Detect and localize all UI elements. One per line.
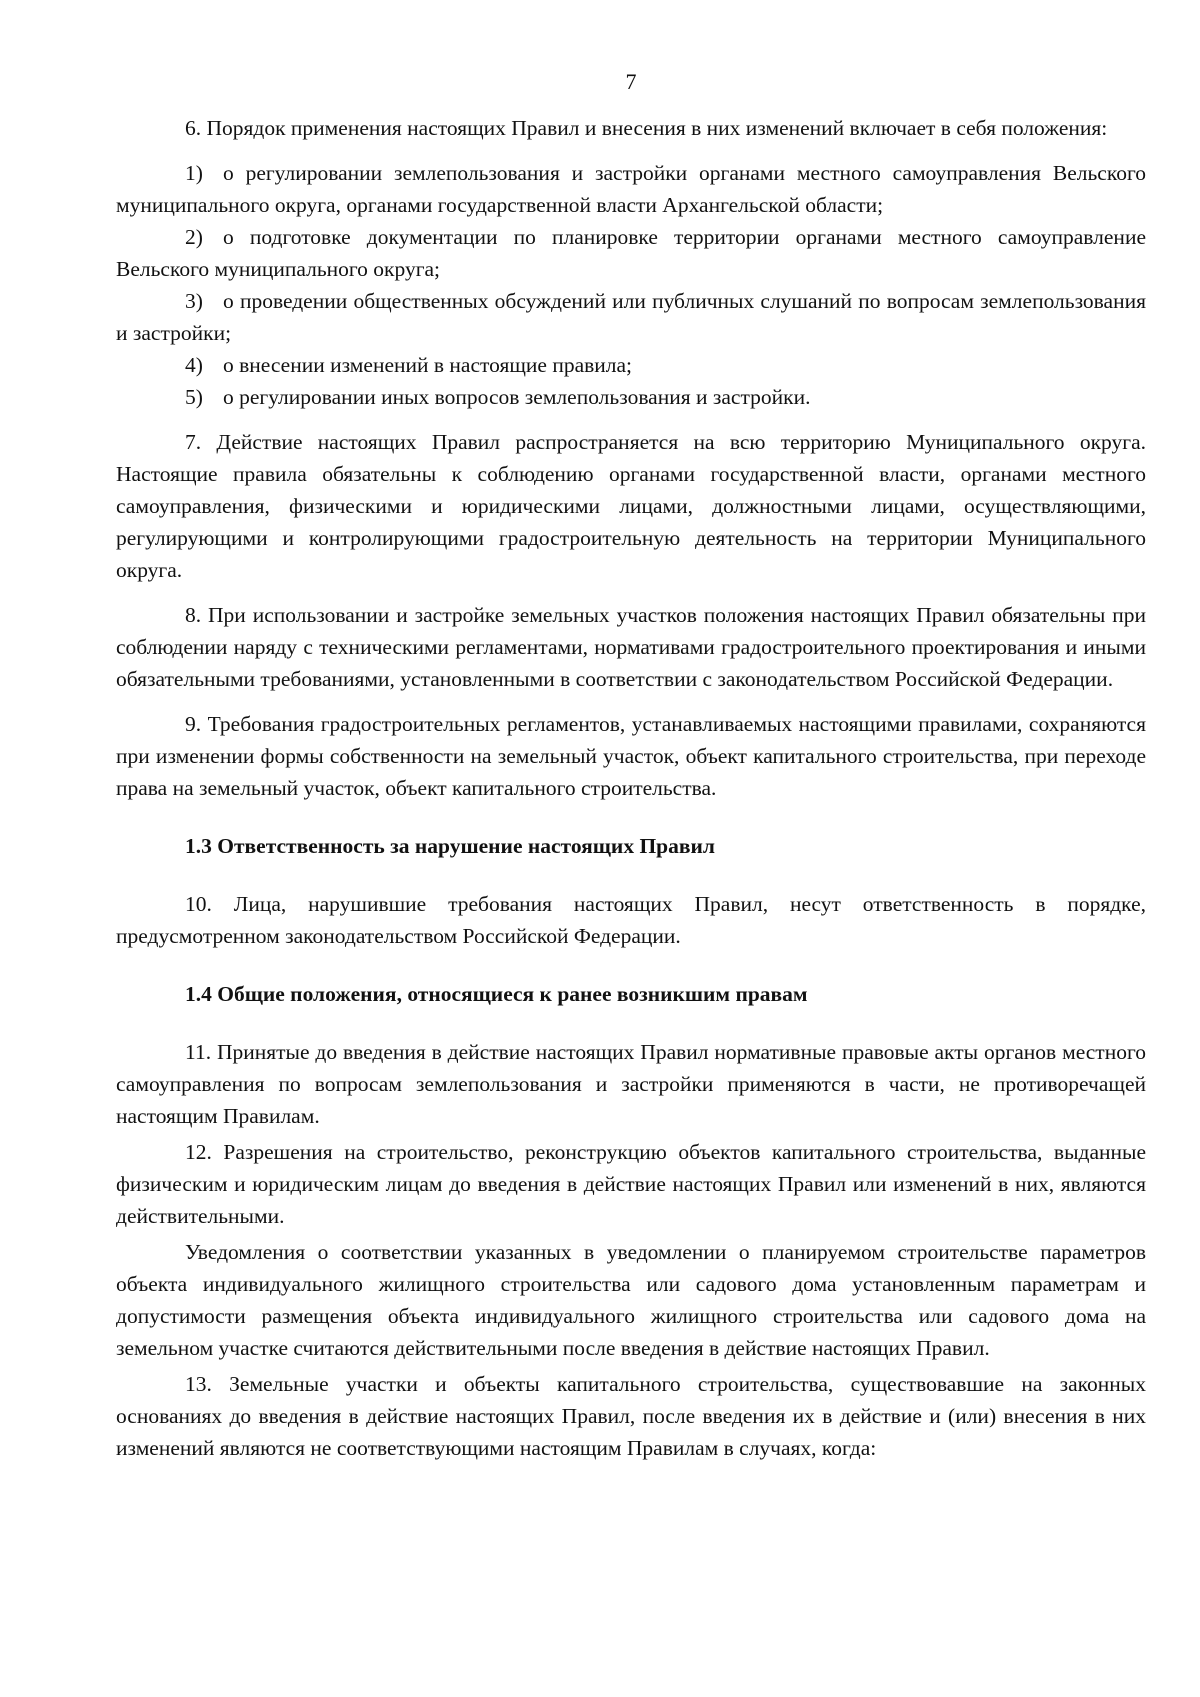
section-heading-1-3: 1.3 Ответственность за нарушение настоящих Правил — [185, 834, 715, 858]
list-item-text: о регулировании землепользования и застройки органами местного самоуправления Вельского муниципального округа, органами государственной власти Архангельской области; — [116, 161, 1146, 217]
paragraph-6-intro: 6. Порядок применения настоящих Правил и внесения в них изменений включает в себя положения: — [185, 116, 1108, 140]
list-item-text: о проведении общественных обсуждений или публичных слушаний по вопросам землепользования и застройки; — [116, 289, 1146, 345]
list-item — [116, 285, 1146, 349]
list-item-number: 2) — [185, 225, 203, 249]
paragraph-13: 13. Земельные участки и объекты капитального строительства, существовавшие на законных основаниях до введения в действие настоящих Правил, после введения их в действие и (или) внесения в них изменений являются не соответствующими настоящим Правилам в случаях, когда: — [116, 1372, 1146, 1460]
paragraph-12: 12. Разрешения на строительство, реконструкцию объектов капитального строительства, выданные физическим и юридическим лицам до введения в действие настоящих Правил или изменений в них, являются действительными. — [116, 1140, 1146, 1228]
list-item — [116, 221, 1146, 285]
list-item-number: 3) — [185, 289, 203, 313]
list-item-text: о внесении изменений в настоящие правила; — [223, 353, 633, 377]
page-number: 7 — [625, 69, 637, 94]
document-page — [116, 68, 1146, 1464]
paragraph-12-notice: Уведомления о соответствии указанных в уведомлении о планируемом строительстве параметров объекта индивидуального жилищного строительства или садового дома установленным параметрам и допустимости размещения объекта индивидуального жилищного строительства или садового дома на земельном участке считаются действительными после введения в действие настоящих Правил. — [116, 1240, 1146, 1360]
section-heading-1-4: 1.4 Общие положения, относящиеся к ранее возникшим правам — [185, 982, 808, 1006]
list-item-number: 5) — [185, 385, 203, 409]
list-item-text: о регулировании иных вопросов землепользования и застройки. — [223, 385, 811, 409]
list-item — [116, 381, 1146, 413]
paragraph-6-list — [116, 157, 1146, 413]
paragraph-8: 8. При использовании и застройке земельных участков положения настоящих Правил обязательны при соблюдении наряду с техническими регламентами, нормативами градостроительного проектирования и иными обязательными требованиями, установленными в соответствии с законодательством Российской Федерации. — [116, 603, 1146, 691]
paragraph-10: 10. Лица, нарушившие требования настоящих Правил, несут ответственность в порядке, предусмотренном законодательством Российской Федерации. — [116, 892, 1146, 948]
list-item — [116, 157, 1146, 221]
list-item-text: о подготовке документации по планировке территории органами местного самоуправление Вельского муниципального округа; — [116, 225, 1146, 281]
list-item — [116, 349, 1146, 381]
list-item-number: 1) — [185, 161, 203, 185]
list-item-number: 4) — [185, 353, 203, 377]
paragraph-11: 11. Принятые до введения в действие настоящих Правил нормативные правовые акты органов местного самоуправления по вопросам землепользования и застройки применяются в части, не противоречащей настоящим Правилам. — [116, 1040, 1146, 1128]
paragraph-9: 9. Требования градостроительных регламентов, устанавливаемых настоящими правилами, сохраняются при изменении формы собственности на земельный участок, объект капитального строительства, при переходе права на земельный участок, объект капитального строительства. — [116, 712, 1146, 800]
paragraph-7: 7. Действие настоящих Правил распространяется на всю территорию Муниципального округа. Настоящие правила обязательны к соблюдению органами государственной власти, органами местного самоуправления, физическими и юридическими лицами, должностными лицами, осуществляющими, регулирующими и контролирующими градостроительную деятельность на территории Муниципального округа. — [116, 430, 1146, 582]
